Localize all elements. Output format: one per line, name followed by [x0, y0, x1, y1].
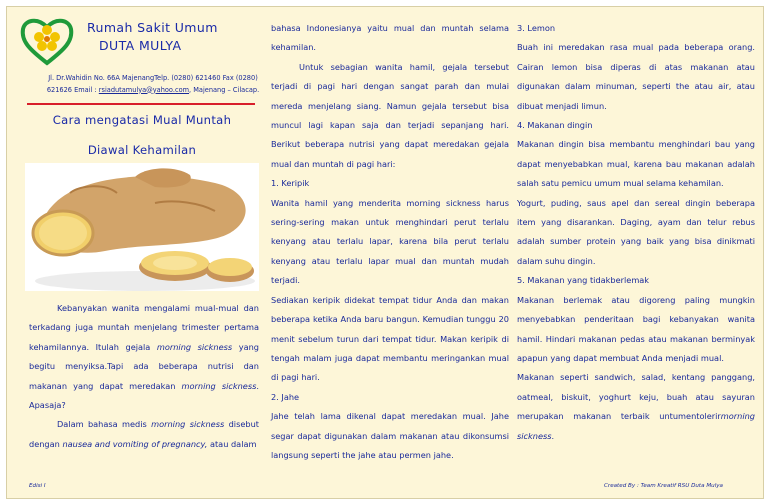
divider-line: [27, 103, 255, 105]
col2-paragraph: bahasa Indonesianya yaitu mual dan muntah selama kehamilan.: [271, 23, 509, 53]
hospital-name-line1: Rumah Sakit Umum: [87, 20, 218, 35]
col3-paragraph: Makanan dingin bisa membantu menghindari bau yang dapat menyebabkan mual, karena bau makanan adalah salah satu pemicu umum mual selama kehamilan.: [517, 139, 755, 189]
section-heading-jahe: 2. Jahe: [271, 391, 300, 402]
column3-text: [517, 19, 755, 446]
address-prefix: 621626 Email :: [46, 85, 99, 94]
brochure-page: [6, 6, 764, 499]
col3-paragraph: Yogurt, puding, saus apel dan sereal dingin beberapa item yang disarankan. Daging, ayam dan telur rebus adalah sumber protein yang baik yang bisa dinikmati dalam suhu dingin.: [517, 197, 755, 266]
address-line2: [23, 85, 283, 97]
ginger-image: [25, 163, 259, 291]
email-link[interactable]: rsiadutamulya@yahoo.com: [98, 85, 190, 94]
edition-label: Edisi I: [29, 483, 46, 489]
section-heading-tidak-berlemak: 5. Makanan yang tidakberlemak: [517, 275, 650, 286]
address-line1: Jl. Dr.Wahidin No. 66A MajenangTelp. (0280) 621460 Fax (0280): [48, 74, 258, 82]
column1-text: [29, 299, 259, 454]
col2-paragraph: Jahe telah lama dikenal dapat meredakan mual. Jahe segar dapat digunakan dalam makanan atau dikonsumsi langsung seperti the jahe atau permen jahe.: [271, 411, 509, 460]
col3-paragraph: Makanan berlemak atau digoreng paling mungkin menyebabkan penderitaan bagi kebanyakan wanita hamil. Hindari makanan pedas atau makanan berminyak apapun yang dapat membuat Anda menjadi mual.: [517, 294, 755, 363]
medical-term-paragraph: Dalam bahasa medis morning sickness disebut dengan nausea and vomiting of pregnancy, atau dalam: [29, 419, 259, 449]
article-title-line2: Diawal Kehamilan: [87, 143, 197, 157]
col3-paragraph: Buah ini meredakan rasa mual pada beberapa orang. Cairan lemon bisa diperas di atas makanan atau digunakan dalam minuman, seperti the atau air, atau dibuat menjadi limun.: [517, 42, 755, 111]
column2-text: [271, 19, 509, 465]
section-heading-lemon: 3. Lemon: [517, 23, 556, 33]
section-heading-makanan-dingin: 4. Makanan dingin: [517, 120, 593, 131]
hospital-logo: [19, 15, 75, 67]
address-suffix: , Majenang – Cilacap.: [189, 85, 260, 94]
article-title-line1: Cara mengatasi Mual Muntah: [52, 113, 232, 127]
intro-paragraph: Kebanyakan wanita mengalami mual-mual dan terkadang juga muntah menjelang trimester pertama kehamilannya. Itulah gejala morning sickness yang begitu menyiksa.Tapi ada beberapa nutrisi dan makanan yang dapat meredakan morning sickness. Apasaja?: [29, 303, 259, 411]
hospital-address: [23, 73, 283, 96]
ginger-photo: [25, 163, 259, 291]
col2-paragraph: Wanita hamil yang menderita morning sickness harus sering-sering makan untuk menghindari perut terlalu kenyang atau terlalu lapar, karena bila perut terlalu kenyang atau terlalu lapar mual dan muntah mudah terjadi.: [271, 197, 509, 286]
hospital-name: [87, 19, 218, 55]
col3-paragraph: Makanan seperti sandwich, salad, kentang panggang, oatmeal, biskuit, yoghurt keju, buah atau sayuran merupakan makanan terbaik untumentolerirmorning sickness.: [517, 372, 755, 441]
heart-flower-icon: [19, 15, 75, 67]
credit-label: Created By : Team Kreatif RSU Duta Mulya: [603, 483, 723, 489]
section-heading-keripik: 1. Keripik: [271, 178, 310, 189]
col2-paragraph: Untuk sebagian wanita hamil, gejala tersebut terjadi di pagi hari dengan sangat parah dan mulai mereda menjelang siang. Namun gejala tersebut bisa muncul lagi kapan saja dan terjadi sepanjang hari. Berikut beberapa nutrisi yang dapat meredakan gejala mual dan muntah di pagi hari:: [271, 61, 509, 169]
col2-paragraph: Sediakan keripik didekat tempat tidur Anda dan makan beberapa ketika Anda baru bangun. Kemudian tunggu 20 menit sebelum turun dari tempat tidur. Makan keripik di tengah malam juga dapat membantu meringankan mual di pagi hari.: [271, 294, 509, 383]
hospital-name-line2: DUTA MULYA: [99, 38, 182, 53]
